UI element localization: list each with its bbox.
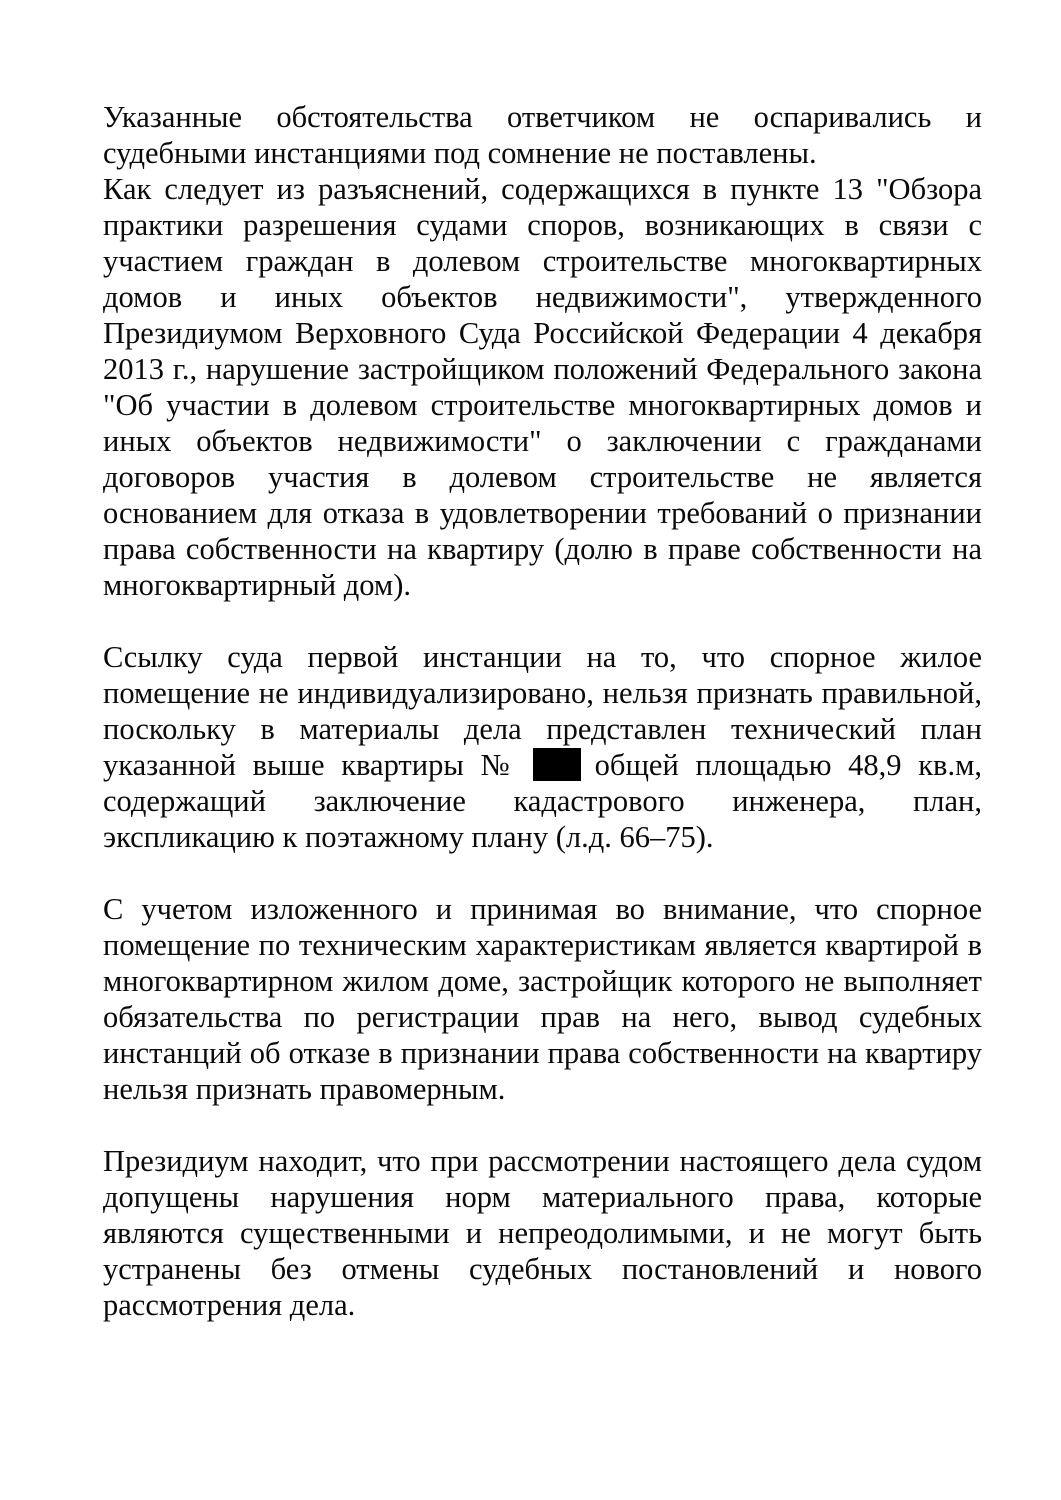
paragraph: С учетом изложенного и принимая во внимание, что спорное помещение по техническим характеристикам является квартирой в многоквартирном жилом доме, застройщик которого не выполняет обязательства по регистрации прав на него, вывод судебных инстанций об отказе в признании права собственности на квартиру нельзя признать правомерным. <box>103 892 982 1106</box>
paragraph: Указанные обстоятельства ответчиком не оспаривались и судебными инстанциями под сомнение не поставлены. <box>103 100 982 170</box>
paragraph: Как следует из разъяснений, содержащихся в пункте 13 "Обзора практики разрешения судами споров, возникающих в связи с участием граждан в долевом строительстве многоквартирных домов и иных объектов недвижимости", утвержденного Президиумом Верховного Суда Российской Федерации 4 декабря 2013 г., нарушение застройщиком положений Федерального закона "Об участии в долевом строительстве многоквартирных домов и иных объектов недвижимости" о заключении с гражданами договоров участия в долевом строительстве не является основанием для отказа в удовлетворении требований о признании права собственности на квартиру (долю в праве собственности на многоквартирный дом). <box>103 172 982 602</box>
paragraph-text: Ссылку суда первой инстанции на то, что спорное жилое помещение не индивидуализировано, нельзя признать правильной, поскольку в материалы дела представлен технический план указанной выше квартиры № <box>103 640 982 782</box>
redaction-box <box>533 748 581 781</box>
paragraph-text: общей площадью 48,9 кв.м, содержащий заключение кадастрового инженера, план, экспликацию к поэтажному плану (л.д. 66–75). <box>103 748 983 854</box>
paragraph: Президиум находит, что при рассмотрении настоящего дела судом допущены нарушения норм материального права, которые являются существенными и непреодолимыми, и не могут быть устранены без отмены судебных постановлений и нового рассмотрения дела. <box>103 1144 982 1322</box>
document-page <box>103 99 982 1323</box>
paragraph <box>103 639 982 855</box>
